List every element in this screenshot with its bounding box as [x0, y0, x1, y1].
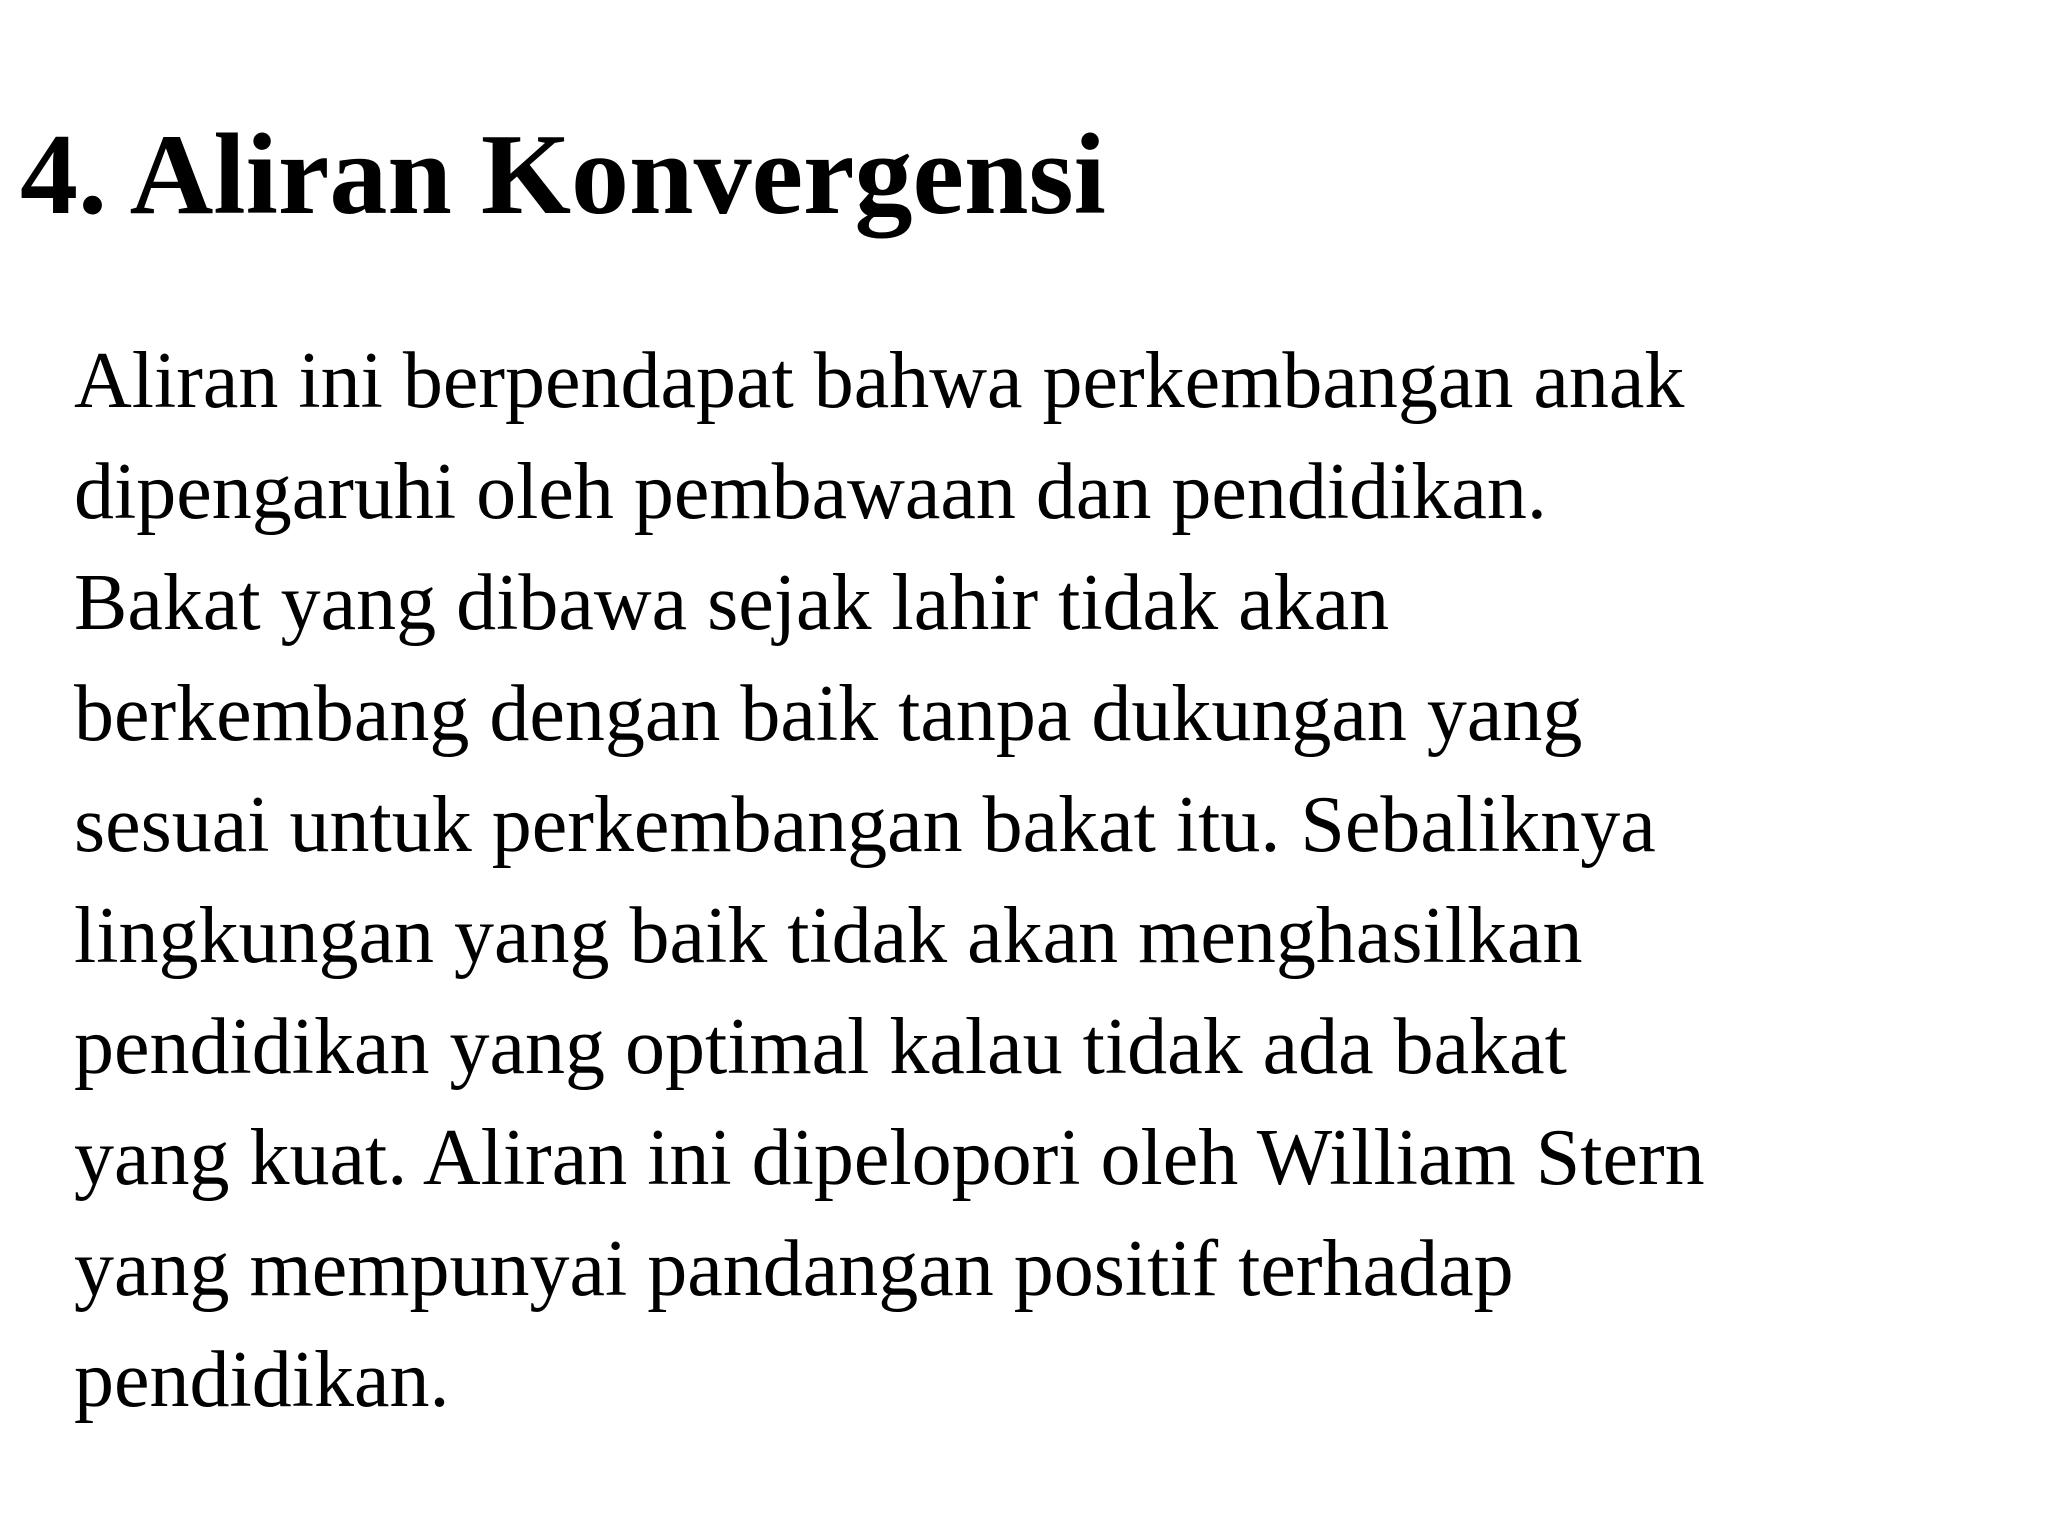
body-line: pendidikan yang optimal kalau tidak ada bakat — [74, 1003, 1567, 1091]
body-line: Bakat yang dibawa sejak lahir tidak akan — [74, 559, 1390, 647]
body-line: pendidikan. — [74, 1336, 450, 1424]
body-line: yang mempunyai pandangan positif terhadap — [74, 1225, 1514, 1313]
slide-title: 4. Aliran Konvergensi — [20, 111, 1106, 239]
body-line: berkembang dengan baik tanpa dukungan yang — [74, 670, 1583, 758]
body-line: lingkungan yang baik tidak akan menghasilkan — [74, 892, 1583, 980]
body-line: yang kuat. Aliran ini dipelopori oleh William Stern — [74, 1114, 1705, 1202]
slide-body-paragraph — [74, 326, 2004, 1436]
body-line: sesuai untuk perkembangan bakat itu. Sebaliknya — [74, 781, 1656, 869]
body-line: dipengaruhi oleh pembawaan dan pendidikan. — [74, 448, 1547, 536]
body-line: Aliran ini berpendapat bahwa perkembangan anak — [74, 337, 1685, 425]
